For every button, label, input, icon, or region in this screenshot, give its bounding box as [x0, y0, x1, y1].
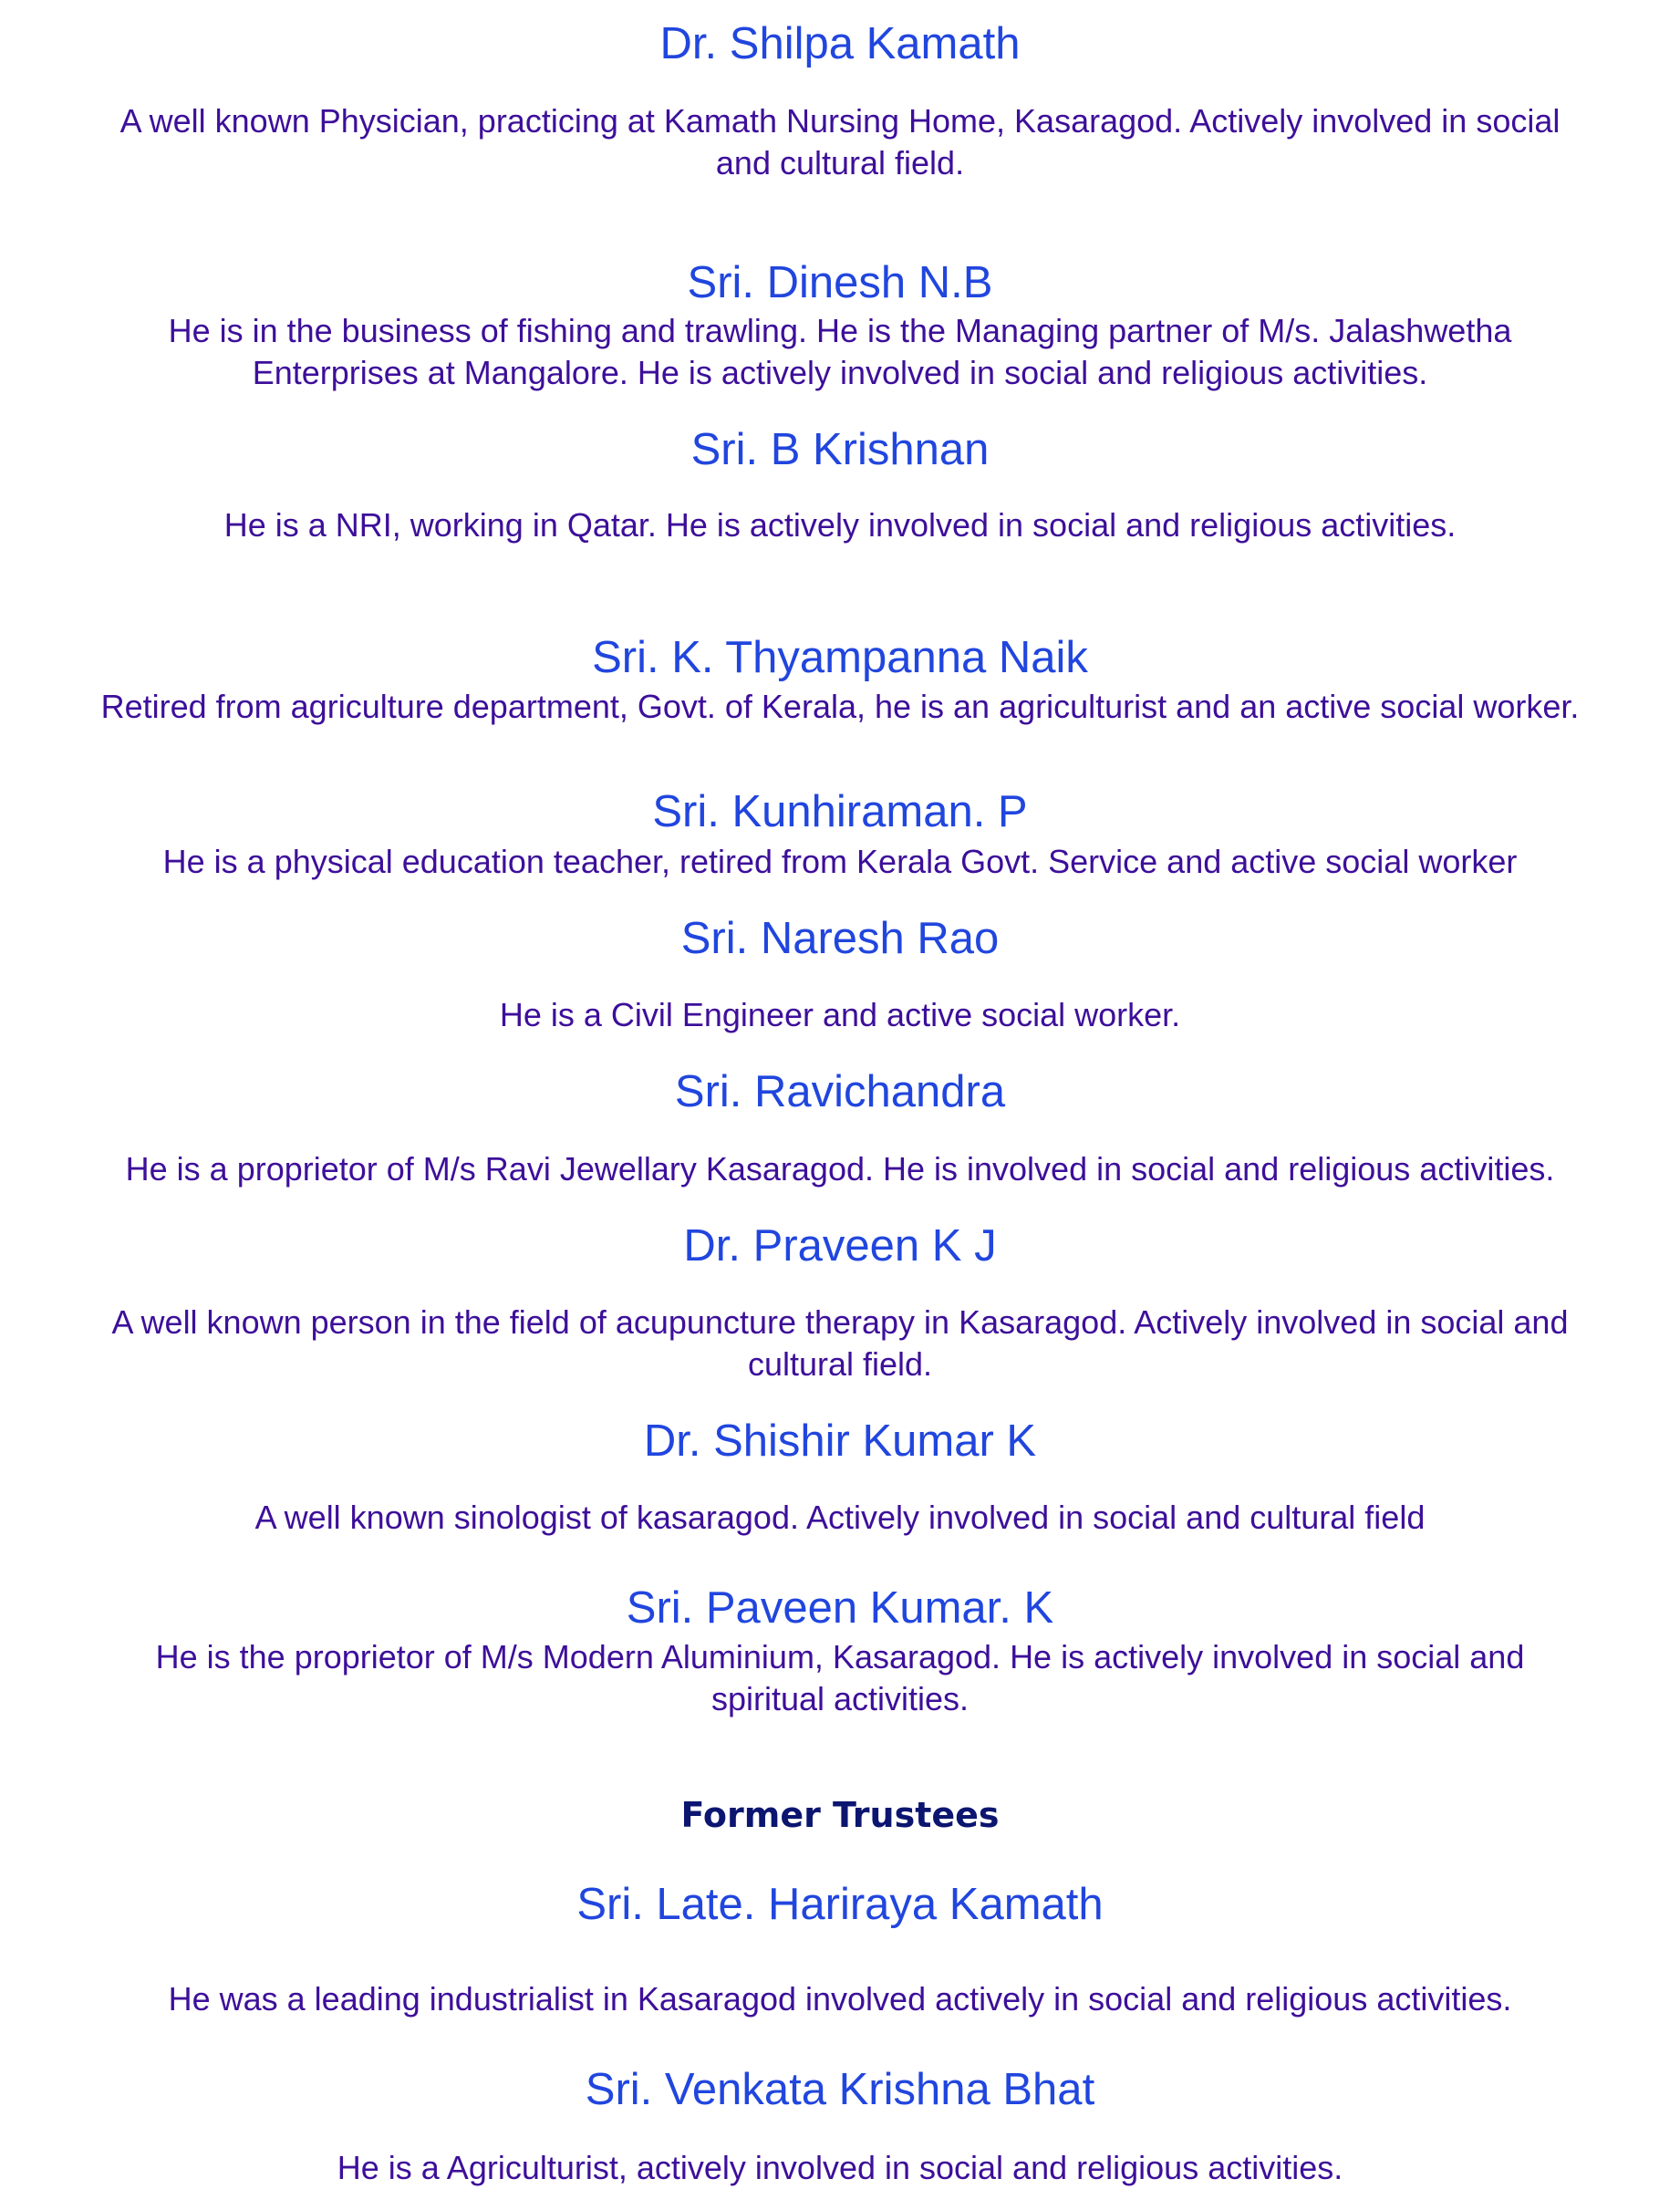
- trustee-description: He is a proprietor of M/s Ravi Jewellary Kasaragod. He is involved in social and religious activities.: [125, 1150, 1555, 1188]
- trustee-description: A well known Physician, practicing at Kamath Nursing Home, Kasaragod. Actively involved in social: [119, 102, 1561, 140]
- trustee-name: Sri. Naresh Rao: [680, 914, 1000, 963]
- trustee-name: Sri. K. Thyampanna Naik: [592, 633, 1088, 682]
- trustee-name: Dr. Shishir Kumar K: [643, 1416, 1037, 1466]
- trustee-description: He is a physical education teacher, retired from Kerala Govt. Service and active social worker: [162, 843, 1518, 880]
- former-trustee-description: He was a leading industrialist in Kasaragod involved actively in social and religious activities.: [168, 1980, 1512, 2018]
- trustee-description: Retired from agriculture department, Govt. of Kerala, he is an agriculturist and an active social worker.: [100, 688, 1580, 725]
- trustee-description: He is the proprietor of M/s Modern Aluminium, Kasaragod. He is actively involved in social and: [155, 1638, 1525, 1675]
- former-trustee-name: Sri. Venkata Krishna Bhat: [585, 2065, 1095, 2114]
- trustee-name: Sri. Ravichandra: [674, 1067, 1006, 1116]
- former-trustee-name: Sri. Late. Hariraya Kamath: [576, 1880, 1104, 1929]
- former-trustees-heading: Former Trustees: [680, 1795, 1000, 1835]
- trustee-description: He is a Civil Engineer and active social worker.: [499, 996, 1181, 1033]
- trustee-description: Enterprises at Mangalore. He is actively involved in social and religious activities.: [252, 354, 1428, 391]
- trustee-name: Dr. Shilpa Kamath: [659, 19, 1021, 68]
- trustee-name: Sri. Paveen Kumar. K: [626, 1583, 1054, 1633]
- trustee-description: A well known sinologist of kasaragod. Actively involved in social and cultural field: [254, 1499, 1426, 1536]
- trustee-description: He is in the business of fishing and trawling. He is the Managing partner of M/s. Jalashwetha: [168, 312, 1512, 349]
- trustee-description: cultural field.: [747, 1345, 933, 1383]
- trustee-description: A well known person in the field of acupuncture therapy in Kasaragod. Actively involved in social and: [111, 1303, 1569, 1341]
- trustee-name: Sri. Kunhiraman. P: [652, 787, 1028, 836]
- trustee-description: He is a NRI, working in Qatar. He is actively involved in social and religious activities.: [223, 506, 1457, 544]
- former-trustee-description: He is a Agriculturist, actively involved in social and religious activities.: [337, 2149, 1343, 2186]
- trustee-description: and cultural field.: [715, 144, 965, 182]
- trustee-name: Dr. Praveen K J: [683, 1221, 997, 1271]
- trustee-name: Sri. B Krishnan: [690, 425, 990, 474]
- trustee-description: spiritual activities.: [710, 1680, 970, 1717]
- trustee-name: Sri. Dinesh N.B: [687, 258, 993, 307]
